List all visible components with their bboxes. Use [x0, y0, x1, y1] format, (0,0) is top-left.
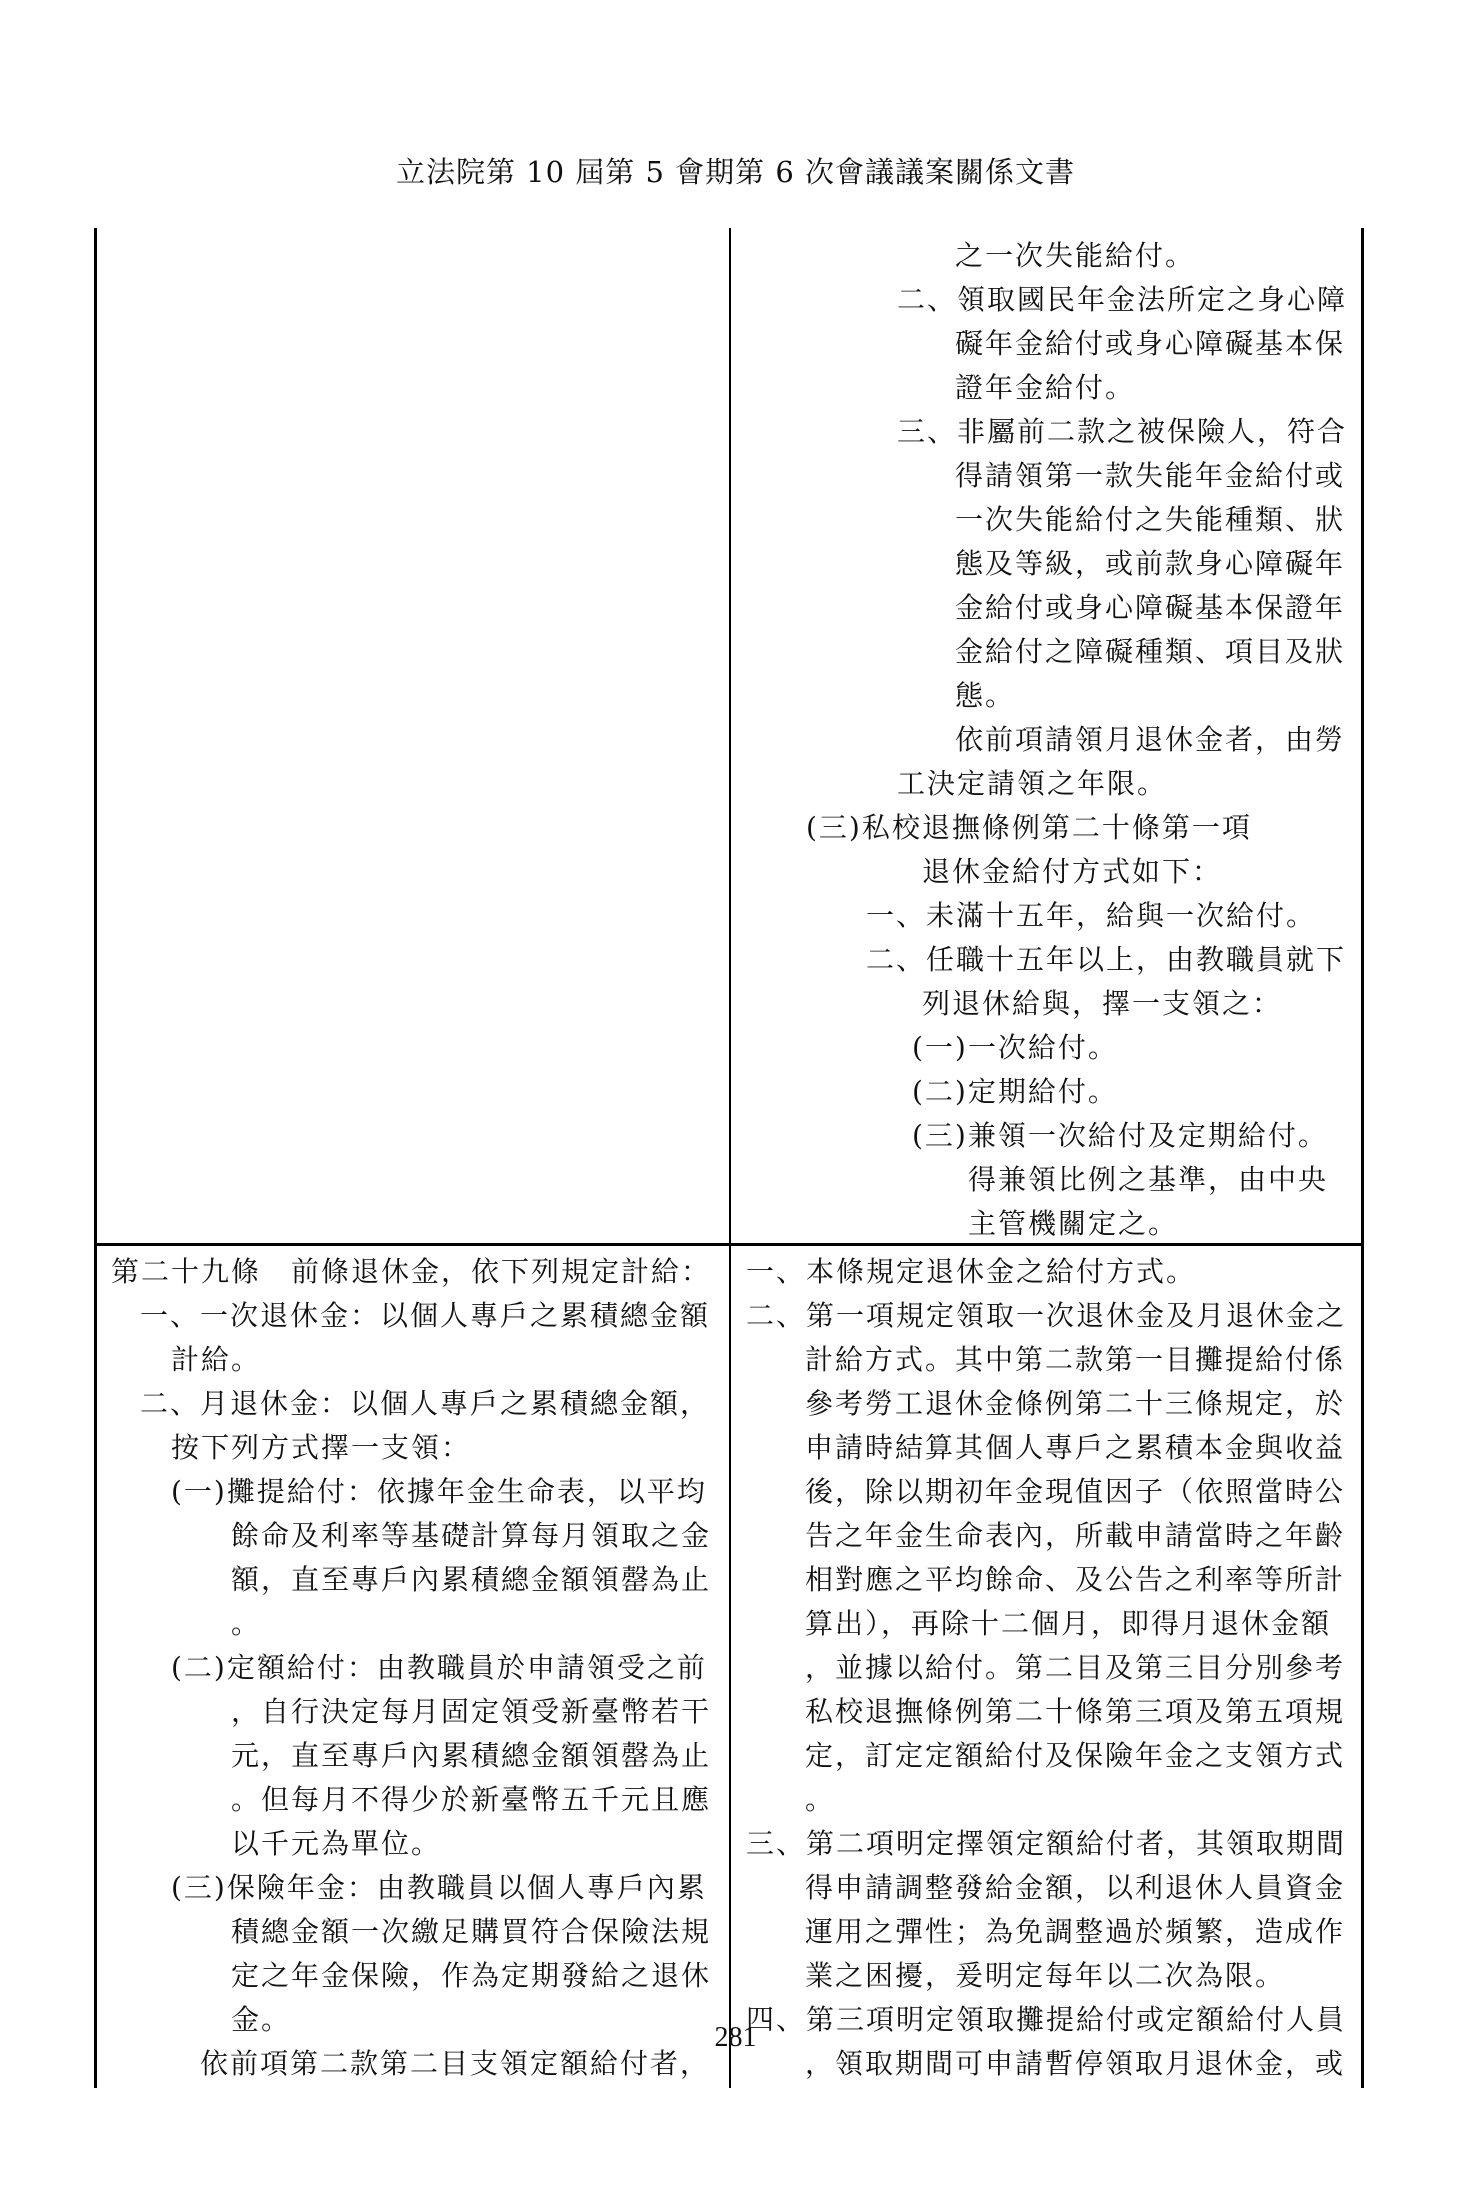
text-line: 礙年金給付或身心障礙基本保 [955, 327, 1346, 360]
text-line: 業之困擾，爰明定每年以二次為限。 [805, 1959, 1286, 1992]
text-line: 三、第二項明定擇領定額給付者，其領取期間 [746, 1827, 1347, 1860]
text-line: 退休金給付方式如下： [922, 855, 1223, 888]
text-line: 三、非屬前二款之被保險人，符合 [897, 415, 1348, 448]
text-line: 定，訂定定額給付及保險年金之支領方式 [805, 1739, 1346, 1772]
text-line: 金給付或身心障礙基本保證年 [955, 591, 1346, 624]
table-left-border [94, 228, 97, 2088]
text-line: 金。 [231, 2003, 292, 2036]
text-line: 之一次失能給付。 [955, 239, 1196, 272]
text-line: 。 [805, 1783, 836, 1816]
text-line: 私校退撫條例第二十條第三項及第五項規 [805, 1695, 1346, 1728]
page-number: 281 [714, 2022, 757, 2053]
text-line: 後，除以期初年金現值因子（依照當時公 [805, 1475, 1346, 1508]
text-line: 二、第一項規定領取一次退休金及月退休金之 [746, 1299, 1347, 1332]
text-line: 工決定請領之年限。 [897, 767, 1168, 800]
text-line: 一、一次退休金：以個人專戶之累積總金額 [140, 1299, 711, 1332]
text-line: 二、任職十五年以上，由教職員就下 [866, 943, 1347, 976]
text-line: 定之年金保險，作為定期發給之退休 [231, 1959, 712, 1992]
text-line: 依前項請領月退休金者，由勞 [955, 723, 1346, 756]
text-line: 一、未滿十五年，給與一次給付。 [866, 899, 1317, 932]
text-line: 以千元為單位。 [231, 1827, 442, 1860]
text-line: (三)保險年金：由教職員以個人專戶內累 [171, 1871, 707, 1904]
text-line: 態及等級，或前款身心障礙年 [955, 547, 1346, 580]
text-line: 參考勞工退休金條例第二十三條規定，於 [805, 1387, 1346, 1420]
page-header: 立法院第 10 屆第 5 會期第 6 次會議議案關係文書 [395, 155, 1076, 189]
text-line: 證年金給付。 [955, 371, 1136, 404]
text-line: 金給付之障礙種類、項目及狀 [955, 635, 1346, 668]
text-line: 告之年金生命表內，所載申請當時之年齡 [805, 1519, 1346, 1552]
text-line: 按下列方式擇一支領： [171, 1431, 472, 1464]
text-line: 一次失能給付之失能種類、狀 [955, 503, 1346, 536]
text-line: 四、第三項明定領取攤提給付或定額給付人員 [746, 2003, 1347, 2036]
text-line: (一)一次給付。 [912, 1031, 1118, 1064]
text-line: 二、領取國民年金法所定之身心障 [897, 283, 1348, 316]
text-line: 得請領第一款失能年金給付或 [955, 459, 1346, 492]
text-line: 元，直至專戶內累積總金額領罄為止 [231, 1739, 712, 1772]
table-center-divider [729, 228, 731, 2088]
text-line: 額，直至專戶內累積總金額領罄為止 [231, 1563, 712, 1596]
text-line: (三)兼領一次給付及定期給付。 [912, 1119, 1328, 1152]
text-line: 計給。 [171, 1343, 262, 1376]
text-line: 積總金額一次繳足購買符合保險法規 [231, 1915, 712, 1948]
text-line: ，並據以給付。第二目及第三目分別參考 [805, 1651, 1346, 1684]
text-line: (一)攤提給付：依據年金生命表，以平均 [171, 1475, 707, 1508]
text-line: 得申請調整發給金額，以利退休人員資金 [805, 1871, 1346, 1904]
text-line: (三)私校退撫條例第二十條第一項 [806, 811, 1252, 844]
text-line: 主管機關定之。 [968, 1207, 1179, 1240]
text-line: 二、月退休金：以個人專戶之累積總金額， [140, 1387, 711, 1420]
text-line: 相對應之平均餘命、及公告之利率等所計 [805, 1563, 1346, 1596]
text-line: (二)定額給付：由教職員於申請領受之前 [171, 1651, 707, 1684]
text-line: 得兼領比例之基準，由中央 [968, 1163, 1329, 1196]
text-line: 餘命及利率等基礎計算每月領取之金 [231, 1519, 712, 1552]
text-line: (二)定期給付。 [912, 1075, 1118, 1108]
text-line: 列退休給與，擇一支領之： [922, 987, 1283, 1020]
text-line: ，自行決定每月固定領受新臺幣若干 [231, 1695, 712, 1728]
text-line: 依前項第二款第二目支領定額給付者， [200, 2047, 711, 2080]
text-line: 一、本條規定退休金之給付方式。 [746, 1255, 1197, 1288]
text-line: 第二十九條 前條退休金，依下列規定計給： [111, 1255, 712, 1288]
text-line: 運用之彈性；為免調整過於頻繁，造成作 [805, 1915, 1346, 1948]
text-line: 計給方式。其中第二款第一目攤提給付係 [805, 1343, 1346, 1376]
text-line: 。 [231, 1607, 262, 1640]
text-line: ，領取期間可申請暫停領取月退休金，或 [805, 2047, 1346, 2080]
text-line: 。但每月不得少於新臺幣五千元且應 [231, 1783, 712, 1816]
text-line: 申請時結算其個人專戶之累積本金與收益 [805, 1431, 1346, 1464]
table-right-border [1361, 228, 1364, 2088]
text-line: 態。 [955, 679, 1016, 712]
text-line: 算出），再除十二個月，即得月退休金額 [805, 1607, 1332, 1640]
